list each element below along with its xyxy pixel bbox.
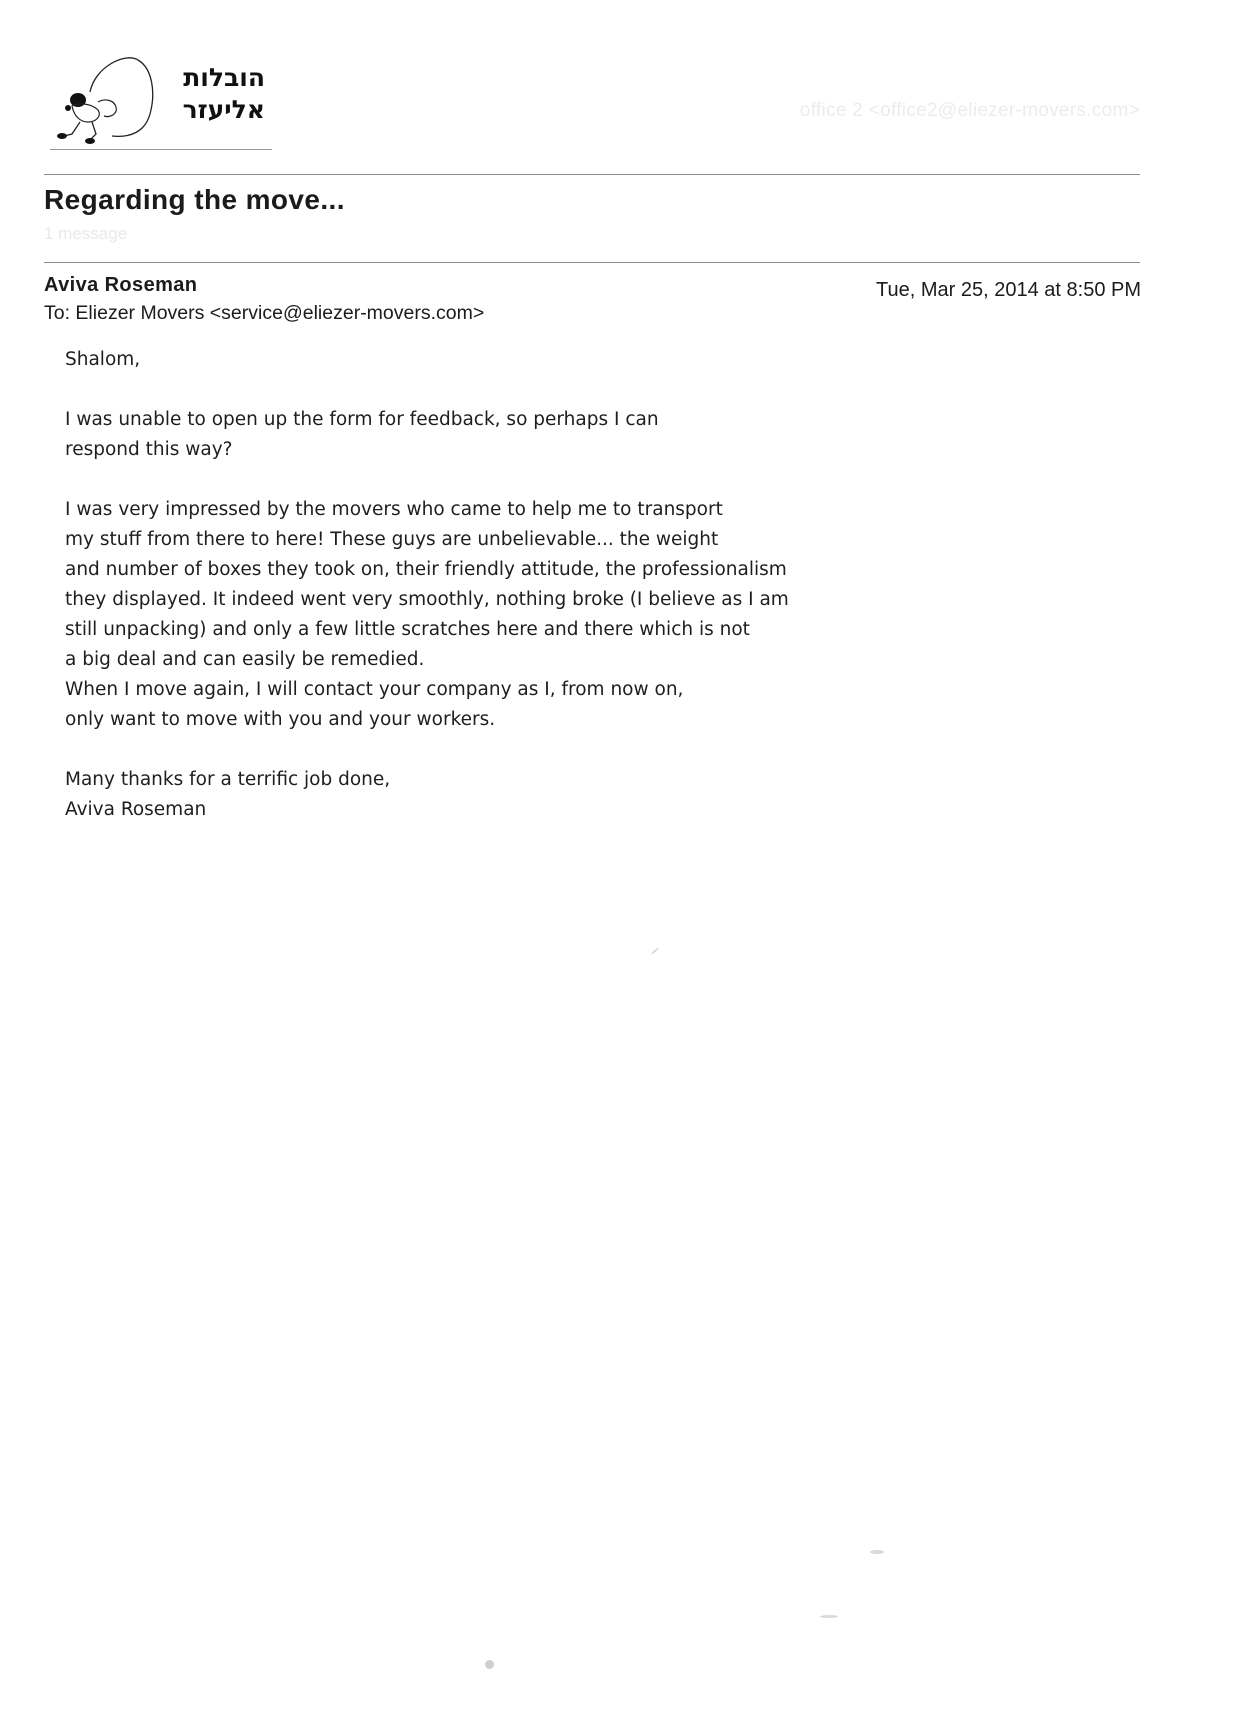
logo-wordmark [183, 62, 265, 126]
subject-divider [44, 262, 1140, 263]
body-line: respond this way? [65, 439, 233, 460]
recipient-line: To: Eliezer Movers <service@eliezer-movers.com> [44, 302, 485, 324]
signature: Aviva Roseman [65, 799, 207, 820]
scan-speck [651, 947, 660, 955]
closing: Many thanks for a terrific job done, [65, 769, 391, 790]
logo-divider [50, 149, 272, 150]
sender-name: Aviva Roseman [44, 274, 198, 296]
body-line: only want to move with you and your workers. [65, 709, 496, 730]
body-line: and number of boxes they took on, their friendly attitude, the professionalism [65, 559, 787, 580]
scan-speck [820, 1615, 838, 1618]
body-line: a big deal and can easily be remedied. [65, 649, 425, 670]
company-logo [50, 52, 275, 152]
body-line: I was unable to open up the form for feedback, so perhaps I can [65, 409, 659, 430]
email-subject: Regarding the move... [44, 184, 345, 215]
account-address: office 2 <office2@eliezer-movers.com> [799, 100, 1140, 121]
header-divider [44, 174, 1140, 175]
scan-speck [870, 1550, 884, 1554]
movers-mascot-icon [50, 52, 160, 147]
body-line: I was very impressed by the movers who came to help me to transport [65, 499, 723, 520]
scan-speck [485, 1660, 494, 1669]
logo-line-1: הובלות [183, 63, 265, 92]
email-date: Tue, Mar 25, 2014 at 8:50 PM [876, 279, 1141, 301]
message-count: 1 message [44, 224, 128, 243]
body-line: they displayed. It indeed went very smoothly, nothing broke (I believe as I am [65, 589, 789, 610]
email-body [65, 345, 965, 825]
logo-line-2: אליעזר [182, 95, 265, 124]
body-line: still unpacking) and only a few little scratches here and there which is not [65, 619, 750, 640]
greeting: Shalom, [65, 349, 141, 370]
body-line: my stuff from there to here! These guys are unbelievable... the weight [65, 529, 719, 550]
body-line: When I move again, I will contact your company as I, from now on, [65, 679, 684, 700]
